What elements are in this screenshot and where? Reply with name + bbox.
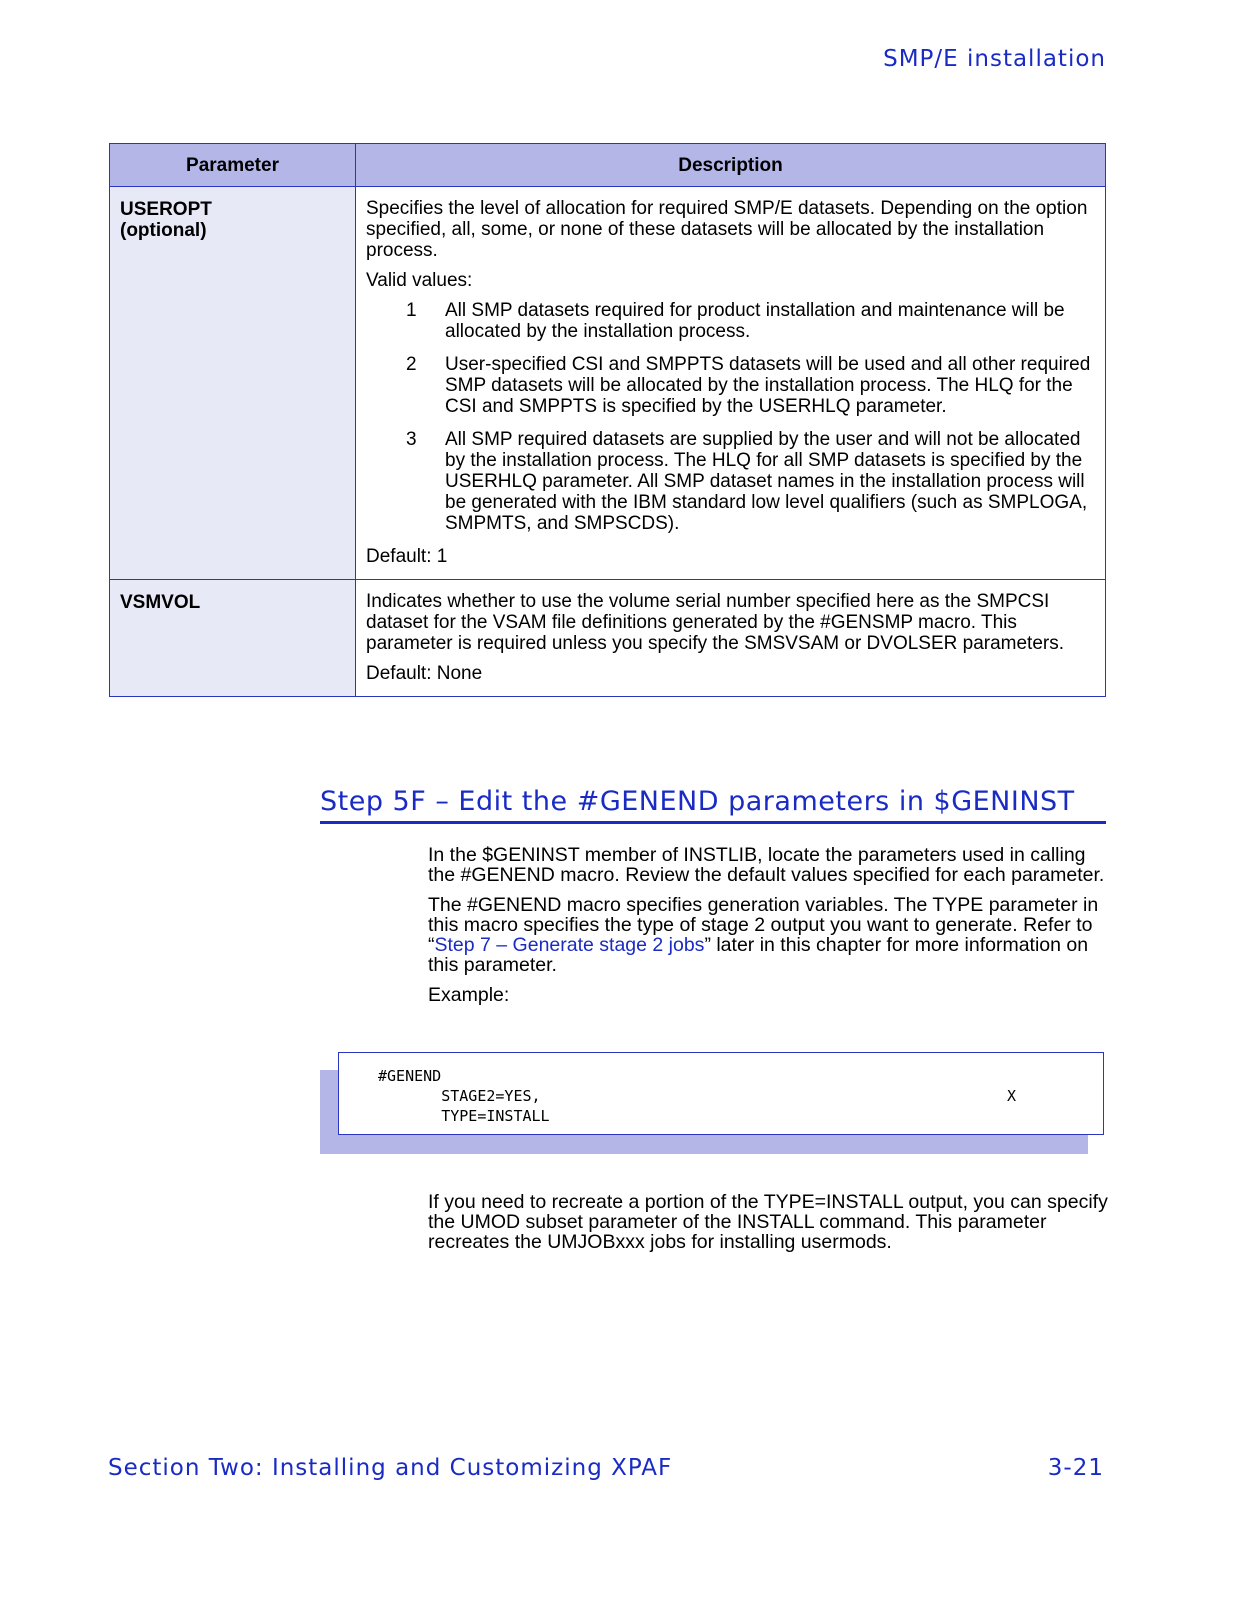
paragraph: In the $GENINST member of INSTLIB, locate the parameters used in calling the #GENEND macro. Review the default values specified for each parameter. [428,844,1105,886]
step-body-after-code [428,1192,1108,1262]
example-label: Example: [428,984,510,1006]
table-header-row [110,144,1106,187]
page-number: 3-21 [1047,1455,1104,1481]
value-text: All SMP required datasets are supplied by the user and will not be allocated by the installation process. The HLQ for all SMP datasets is specified by the USERHLQ parameter. All SMP dataset names in the installation process will be generated with the IBM standard low level qualifiers (such as SMPLOGA, SMPMTS, and SMPSCDS). [445,429,1088,534]
column-header-parameter: Parameter [110,144,356,187]
description-cell-vsmvol [356,580,1106,697]
running-head: SMP/E installation [883,46,1106,72]
description-intro: Specifies the level of allocation for required SMP/E datasets. Depending on the option specified, all, some, or none of these datasets will be allocated by the installation process. [366,198,1088,261]
code-line [378,1086,1103,1106]
code-text: STAGE2=YES, [378,1087,541,1105]
param-cell-vsmvol [110,580,356,697]
value-number: 1 [406,300,417,321]
param-qualifier: (optional) [120,220,207,241]
list-item [366,300,1095,342]
continuation-mark: X [1007,1087,1017,1105]
value-text: User-specified CSI and SMPPTS datasets will be used and all other required SMP datasets will be allocated by the installation process. The HLQ for the CSI and SMPPTS is specified by the USERHLQ parameter. [445,354,1091,417]
default-value: Default: None [366,663,483,684]
param-name: USEROPT [120,199,212,220]
param-cell-useropt [110,187,356,580]
paragraph [428,895,1108,975]
step-heading: Step 5F – Edit the #GENEND parameters in $GENINST [320,786,1106,824]
code-line: TYPE=INSTALL [378,1107,550,1125]
footer-section-title: Section Two: Installing and Customizing XPAF [108,1455,673,1481]
valid-values-list [366,300,1095,534]
cross-reference-link[interactable]: Step 7 – Generate stage 2 jobs [434,934,705,956]
description-cell-useropt [356,187,1106,580]
description-intro: Indicates whether to use the volume serial number specified here as the SMPCSI dataset for the VSAM file definitions generated by the #GENSMP macro. This parameter is required unless you specify the SMSVSAM or DVOLSER parameters. [366,591,1065,654]
value-text: All SMP datasets required for product installation and maintenance will be allocated by the installation process. [445,300,1065,342]
list-item [366,354,1095,417]
parameter-table [109,143,1106,697]
list-item [366,429,1095,534]
column-header-description: Description [356,144,1106,187]
value-number: 3 [406,429,417,450]
param-name: VSMVOL [120,592,201,613]
valid-values-label: Valid values: [366,270,473,291]
value-number: 2 [406,354,417,375]
table-row-vsmvol [110,580,1106,697]
code-block [338,1052,1104,1135]
default-value: Default: 1 [366,546,448,567]
table-row-useropt [110,187,1106,580]
paragraph-text: ” later in this chapter for more information on this parameter. [428,934,1089,976]
step-body [428,845,1108,1015]
paragraph-text: The #GENEND macro specifies generation variables. The TYPE parameter in this macro specifies the type of stage 2 output you want to generate. Refer to “ [428,894,1099,956]
paragraph: If you need to recreate a portion of the TYPE=INSTALL output, you can specify the UMOD subset parameter of the INSTALL command. This parameter recreates the UMJOBxxx jobs for installing usermods. [428,1191,1108,1253]
code-line: #GENEND [378,1067,442,1085]
